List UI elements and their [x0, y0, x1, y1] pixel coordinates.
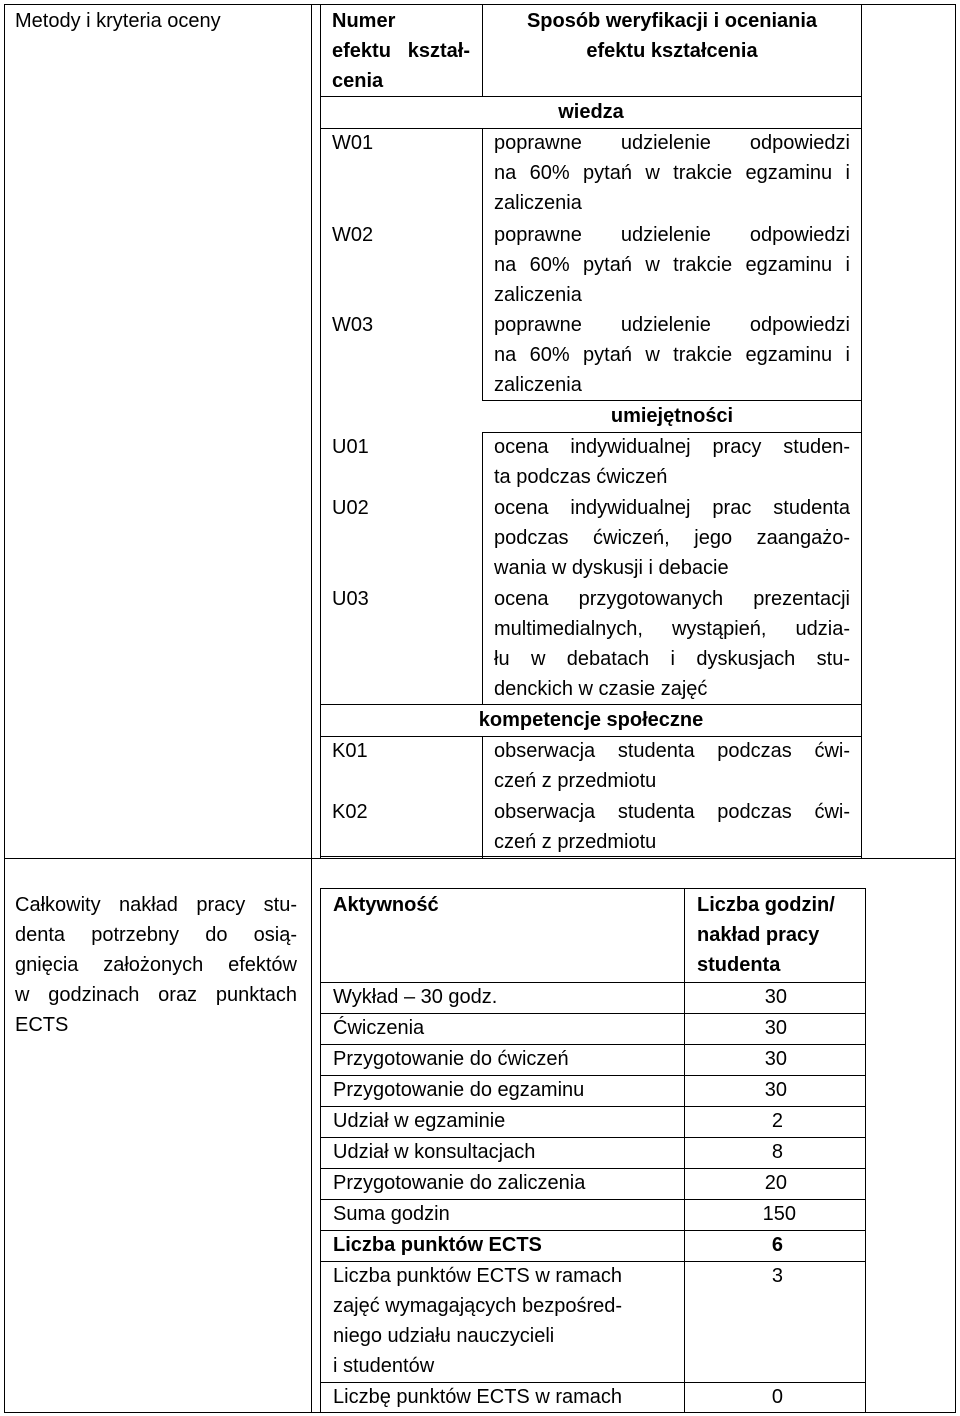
workload-activity: Wykład – 30 godz.	[333, 986, 498, 1008]
row-method	[494, 797, 850, 857]
row-method-line: zaliczenia	[494, 192, 582, 214]
workload-top-border	[320, 888, 866, 889]
header-number-line: cenia	[332, 70, 384, 92]
row-method-line: ocena przygotowanych prezentacji	[494, 588, 850, 610]
workload-hours: 8	[771, 1141, 783, 1163]
header-method-line: efektu kształcenia	[586, 40, 758, 62]
workload-activity: Przygotowanie do egzaminu	[333, 1079, 585, 1101]
workload-hours: 2	[771, 1110, 783, 1132]
workload-left-border	[320, 888, 321, 1413]
workload-hours: 20	[764, 1172, 787, 1194]
workload-label-line: ECTS	[15, 1014, 69, 1036]
workload-label-line: Całkowity nakład pracy stu-	[15, 894, 297, 916]
row-method-line: czeń z przedmiotu	[494, 831, 657, 853]
row-method	[494, 736, 850, 796]
workload-hours: 150	[762, 1203, 796, 1225]
workload-activity: Liczba punktów ECTS	[333, 1234, 542, 1256]
header-method	[482, 6, 862, 66]
row-method-line: ocena indywidualnej prac studenta	[494, 497, 850, 519]
workload-activity	[333, 1261, 651, 1381]
row-method-line: ocena indywidualnej pracy studen-	[494, 436, 850, 458]
assessment-column-divider	[482, 432, 483, 704]
workload-activity: Przygotowanie do ćwiczeń	[333, 1048, 569, 1070]
outer-bottom-border	[4, 1412, 956, 1413]
workload-hours: 6	[771, 1234, 783, 1256]
methods-label: Metody i kryteria oceny	[15, 10, 221, 32]
row-method	[494, 220, 850, 310]
header-number	[332, 6, 470, 96]
row-code: K02	[332, 801, 368, 823]
row-code: U02	[332, 497, 369, 519]
workload-header-activity: Aktywność	[333, 894, 439, 916]
row-method-line: poprawne udzielenie odpowiedzi	[494, 314, 850, 336]
row-code: W01	[332, 132, 374, 154]
row-method	[494, 310, 850, 400]
row-method	[494, 493, 850, 583]
row-method-line: czeń z przedmiotu	[494, 770, 657, 792]
workload-label-line: gnięcia założonych efektów	[15, 954, 297, 976]
workload-label	[15, 890, 297, 1040]
outer-right-border	[955, 4, 956, 1413]
section-wiedza: wiedza	[558, 101, 624, 123]
row-method-line: obserwacja studenta podczas ćwi-	[494, 740, 850, 762]
header-number-line: Numer	[332, 10, 396, 32]
row-method-line: zaliczenia	[494, 374, 582, 396]
row-method-line: na 60% pytań w trakcie egzaminu i	[494, 344, 850, 366]
workload-label-line: w godzinach oraz punktach	[15, 984, 297, 1006]
workload-activity: Suma godzin	[333, 1203, 450, 1225]
row-code: W03	[332, 314, 374, 336]
row-method-line: multimedialnych, wystąpień, udzia-	[494, 618, 850, 640]
row-method-line: na 60% pytań w trakcie egzaminu i	[494, 162, 850, 184]
workload-activity-line: zajęć wymagających bezpośred-	[333, 1295, 623, 1317]
row-method-line: obserwacja studenta podczas ćwi-	[494, 801, 850, 823]
row-method-line: poprawne udzielenie odpowiedzi	[494, 132, 850, 154]
workload-activity-line: niego udziału nauczycieli	[333, 1325, 555, 1347]
workload-activity: Przygotowanie do zaliczenia	[333, 1172, 586, 1194]
workload-hours: 3	[771, 1265, 783, 1287]
row-method-line: na 60% pytań w trakcie egzaminu i	[494, 254, 850, 276]
workload-hours: 30	[764, 1017, 787, 1039]
header-method-line: Sposób weryfikacji i oceniania	[526, 10, 818, 32]
workload-label-line: denta potrzebny do osią-	[15, 924, 297, 946]
row-method-line: zaliczenia	[494, 284, 582, 306]
row-code: K01	[332, 740, 368, 762]
row-method-line: poprawne udzielenie odpowiedzi	[494, 224, 850, 246]
row-method-line: łu w debatach i dyskusjach stu-	[494, 648, 850, 670]
row-code: W02	[332, 224, 374, 246]
row-code: U03	[332, 588, 369, 610]
workload-activity: Udział w egzaminie	[333, 1110, 506, 1132]
outer-left-border	[4, 4, 5, 1413]
workload-hours: 30	[764, 1048, 787, 1070]
workload-activity: Ćwiczenia	[333, 1017, 425, 1039]
assessment-column-divider	[482, 128, 483, 400]
section-umiejetnosci: umiejętności	[610, 405, 734, 427]
workload-hours: 30	[764, 1079, 787, 1101]
section-divider	[4, 858, 956, 859]
label-column-divider	[311, 4, 312, 1413]
row-method	[494, 128, 850, 218]
workload-activity: Udział w konsultacjach	[333, 1141, 536, 1163]
row-code: U01	[332, 436, 369, 458]
row-method	[494, 432, 850, 492]
assessment-column-divider	[482, 736, 483, 858]
workload-hours: 30	[764, 986, 787, 1008]
row-method-line: ta podczas ćwiczeń	[494, 466, 668, 488]
workload-activity: Liczbę punktów ECTS w ramach	[333, 1386, 623, 1408]
header-number-line: efektu kształ-	[332, 40, 470, 62]
section-kompetencje: kompetencje społeczne	[478, 709, 704, 731]
workload-header-hours-line: Liczba godzin/	[697, 894, 835, 916]
workload-hours: 0	[771, 1386, 783, 1408]
row-method-line: wania w dyskusji i debacie	[494, 557, 729, 579]
outer-top-border	[4, 4, 956, 5]
workload-activity-line: Liczba punktów ECTS w ramach	[333, 1265, 623, 1287]
row-method-line: podczas ćwiczeń, jego zaangażo-	[494, 527, 850, 549]
workload-header-hours	[697, 890, 835, 980]
workload-right-border	[865, 888, 866, 1413]
workload-header-hours-line: studenta	[697, 954, 781, 976]
workload-activity-line: i studentów	[333, 1355, 435, 1377]
row-method-line: denckich w czasie zajęć	[494, 678, 708, 700]
workload-header-hours-line: nakład pracy	[697, 924, 820, 946]
row-method	[494, 584, 850, 704]
